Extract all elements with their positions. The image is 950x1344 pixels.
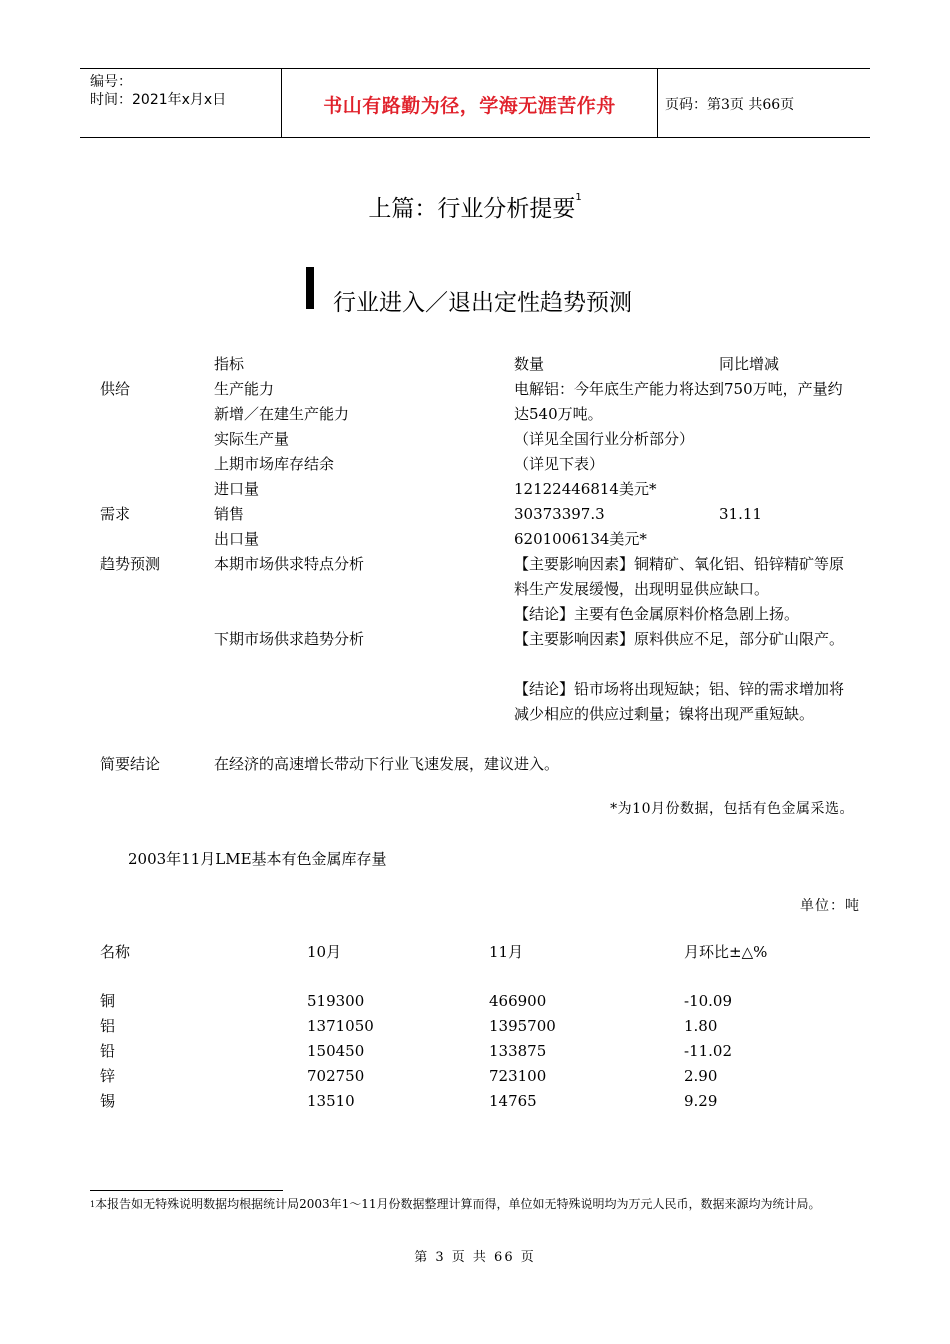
stock-table-caption: 2003年11月LME基本有色金属库存量 (128, 850, 387, 868)
summary-indicator: 出口量 (214, 530, 260, 548)
stock-cell-name: 锡 (100, 1092, 116, 1110)
page-title-text: 上篇：行业分析提要 (368, 196, 576, 222)
summary-quantity: （详见下表） (514, 455, 605, 473)
stock-cell-name: 铜 (100, 992, 116, 1010)
summary-category: 趋势预测 (100, 555, 161, 573)
stock-cell-oct: 13510 (307, 1092, 355, 1110)
stock-cell-change: -10.09 (684, 992, 733, 1010)
stock-cell-name: 锌 (100, 1067, 116, 1085)
summary-conclusion-text: 在经济的高速增长带动下行业飞速发展，建议进入。 (214, 755, 560, 773)
summary-quantity: 12122446814美元* (514, 480, 657, 498)
summary-indicator: 销售 (214, 505, 245, 523)
footnote-mark: 1 (90, 1200, 96, 1209)
summary-indicator: 下期市场供求趋势分析 (214, 630, 365, 648)
summary-header-quantity: 数量 (514, 355, 545, 373)
summary-indicator: 实际生产量 (214, 430, 290, 448)
stock-cell-nov: 1395700 (489, 1017, 556, 1035)
section-bar (306, 267, 314, 309)
summary-change: 31.11 (719, 505, 762, 523)
stock-table-unit: 单位：吨 (800, 898, 860, 914)
stock-cell-nov: 723100 (489, 1067, 547, 1085)
stock-cell-change: 2.90 (684, 1067, 718, 1085)
title-footnote-mark[interactable]: 1 (575, 192, 582, 203)
summary-analysis-factors: 【主要影响因素】铜精矿、氧化铝、铅锌精矿等原料生产发展缓慢，出现明显供应缺口。 (514, 555, 845, 598)
summary-analysis-conclusion: 【结论】主要有色金属原料价格急剧上扬。 (514, 605, 800, 623)
stock-cell-oct: 150450 (307, 1042, 365, 1060)
summary-analysis-conclusion: 【结论】铅市场将出现短缺；铝、锌的需求增加将减少相应的供应过剩量；镍将出现严重短缺。 (514, 680, 845, 723)
summary-analysis-factors: 【主要影响因素】原料供应不足，部分矿山限产。 (514, 630, 845, 648)
summary-category: 需求 (100, 505, 131, 523)
summary-category: 供给 (100, 380, 131, 398)
summary-quantity: （详见全国行业分析部分） (514, 430, 695, 448)
summary-indicator: 新增／在建生产能力 (214, 405, 350, 423)
stock-cell-name: 铝 (100, 1017, 116, 1035)
section-title: 行业进入／退出定性趋势预测 (333, 290, 632, 316)
stock-header-name: 名称 (100, 943, 131, 961)
stock-cell-name: 铅 (100, 1042, 116, 1060)
stock-cell-oct: 702750 (307, 1067, 365, 1085)
summary-quantity: 6201006134美元* (514, 530, 647, 548)
summary-indicator: 本期市场供求特点分析 (214, 555, 365, 573)
page-footer: 第 3 页 共 66 页 (414, 1250, 536, 1265)
header-page-info: 页码：第3页 共66页 (665, 97, 795, 113)
header-motto-cell (281, 69, 658, 137)
header-time: 时间：2021年x月x日 (90, 92, 227, 108)
stock-cell-nov: 466900 (489, 992, 547, 1010)
summary-category: 简要结论 (100, 755, 161, 773)
page-title (0, 190, 950, 223)
stock-cell-oct: 1371050 (307, 1017, 374, 1035)
stock-header-oct: 10月 (307, 943, 342, 961)
header-number: 编号： (90, 74, 132, 90)
stock-cell-oct: 519300 (307, 992, 365, 1010)
data-note: *为10月份数据，包括有色金属采选。 (610, 801, 854, 817)
stock-cell-change: 1.80 (684, 1017, 718, 1035)
page-header (80, 68, 870, 138)
summary-header-change: 同比增减 (719, 355, 780, 373)
header-page-cell (657, 69, 869, 137)
footnote (90, 1196, 860, 1213)
summary-indicator: 生产能力 (214, 380, 275, 398)
footnote-text: 本报告如无特殊说明数据均根据统计局2003年1～11月份数据整理计算而得，单位如无特殊说明均为万元人民币，数据来源均为统计局。 (95, 1197, 821, 1211)
stock-cell-change: 9.29 (684, 1092, 718, 1110)
stock-header-change: 月环比±△% (684, 943, 768, 961)
summary-indicator: 进口量 (214, 480, 260, 498)
stock-cell-nov: 14765 (489, 1092, 537, 1110)
header-meta-cell (80, 69, 280, 137)
stock-cell-nov: 133875 (489, 1042, 547, 1060)
summary-indicator: 上期市场库存结余 (214, 455, 335, 473)
header-motto: 书山有路勤为径，学海无涯苦作舟 (323, 95, 616, 117)
summary-quantity: 电解铝：今年底生产能力将达到750万吨，产量约达540万吨。 (514, 380, 843, 423)
stock-cell-change: -11.02 (684, 1042, 733, 1060)
footnote-separator (90, 1190, 283, 1191)
stock-header-nov: 11月 (489, 943, 524, 961)
summary-header-indicator: 指标 (214, 355, 245, 373)
summary-quantity: 30373397.3 (514, 505, 605, 523)
